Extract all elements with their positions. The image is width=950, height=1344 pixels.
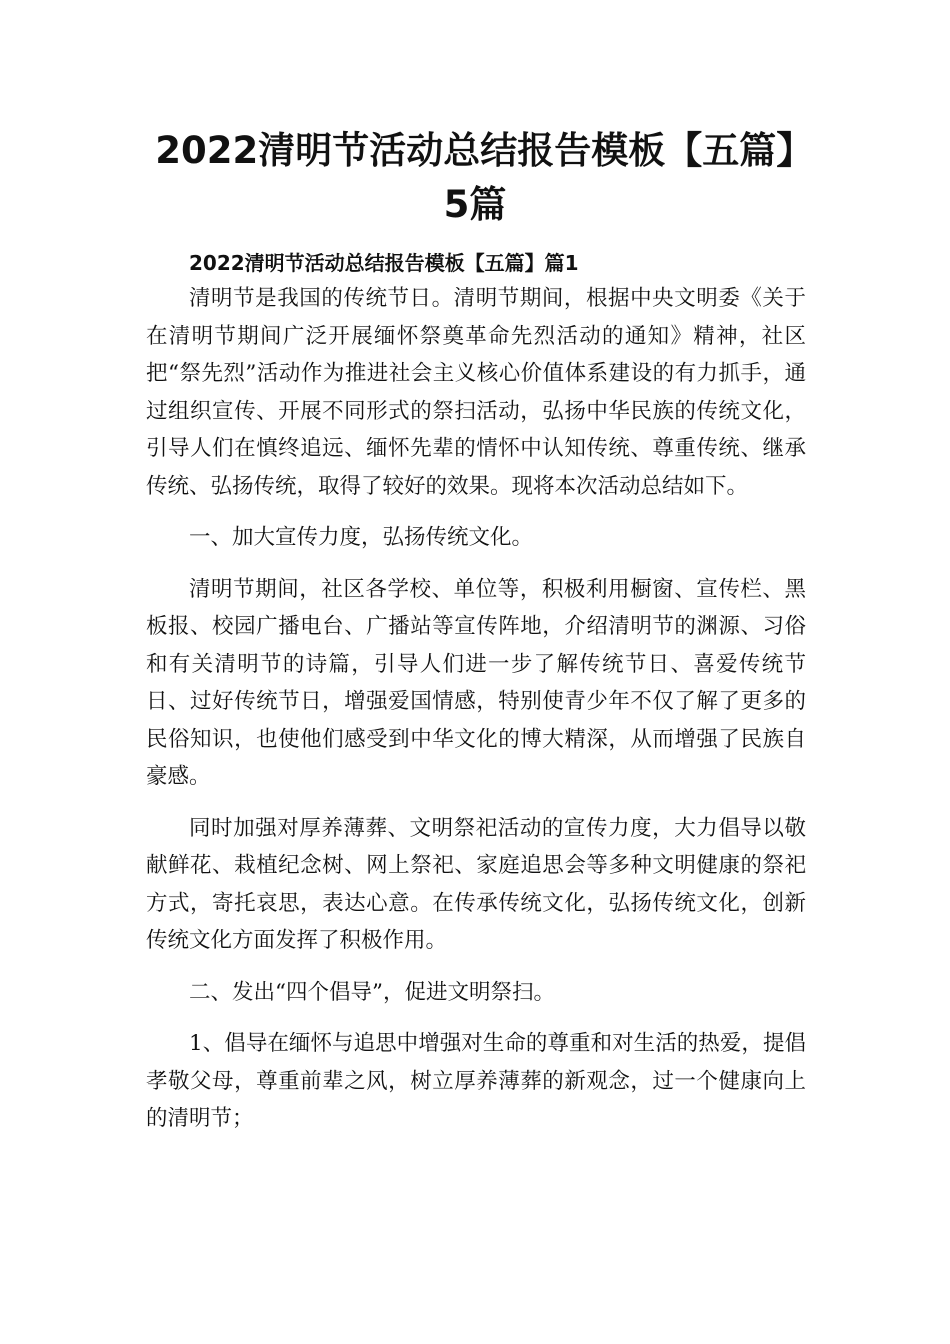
document-body xyxy=(146,246,806,1138)
paragraph: 同时加强对厚养薄葬、文明祭祀活动的宣传力度，大力倡导以敬献鲜花、栽植纪念树、网上祭祀、家庭追思会等多种文明健康的祭祀方式，寄托哀思，表达心意。在传承传统文化，弘扬传统文化，创新传统文化方面发挥了积极作用。 xyxy=(146,815,806,953)
paragraph: 1、倡导在缅怀与追思中增强对生命的尊重和对生活的热爱，提倡孝敬父母，尊重前辈之风，树立厚养薄葬的新观念，过一个健康向上的清明节； xyxy=(146,1031,806,1131)
paragraph: 清明节期间，社区各学校、单位等，积极利用橱窗、宣传栏、黑板报、校园广播电台、广播站等宣传阵地，介绍清明节的渊源、习俗和有关清明节的诗篇，引导人们进一步了解传统节日、喜爱传统节日、过好传统节日，增强爱国情感，特别使青少年不仅了解了更多的民俗知识，也使他们感受到中华文化的博大精深，从而增强了民族自豪感。 xyxy=(146,576,806,789)
section-heading: 二、发出“四个倡导”，促进文明祭扫。 xyxy=(189,979,555,1005)
paragraph: 清明节是我国的传统节日。清明节期间，根据中央文明委《关于在清明节期间广泛开展缅怀祭奠革命先烈活动的通知》精神，社区把“祭先烈”活动作为推进社会主义核心价值体系建设的有力抓手，通过组织宣传、开展不同形式的祭扫活动，弘扬中华民族的传统文化，引导人们在慎终追远、缅怀先辈的情怀中认知传统、尊重传统、继承传统、弘扬传统，取得了较好的效果。现将本次活动总结如下。 xyxy=(146,286,806,499)
section-subtitle: 2022清明节活动总结报告模板【五篇】篇1 xyxy=(189,251,579,275)
section-heading: 一、加大宣传力度，弘扬传统文化。 xyxy=(189,525,534,550)
document-title: 2022清明节活动总结报告模板【五篇】5篇 xyxy=(155,129,795,226)
